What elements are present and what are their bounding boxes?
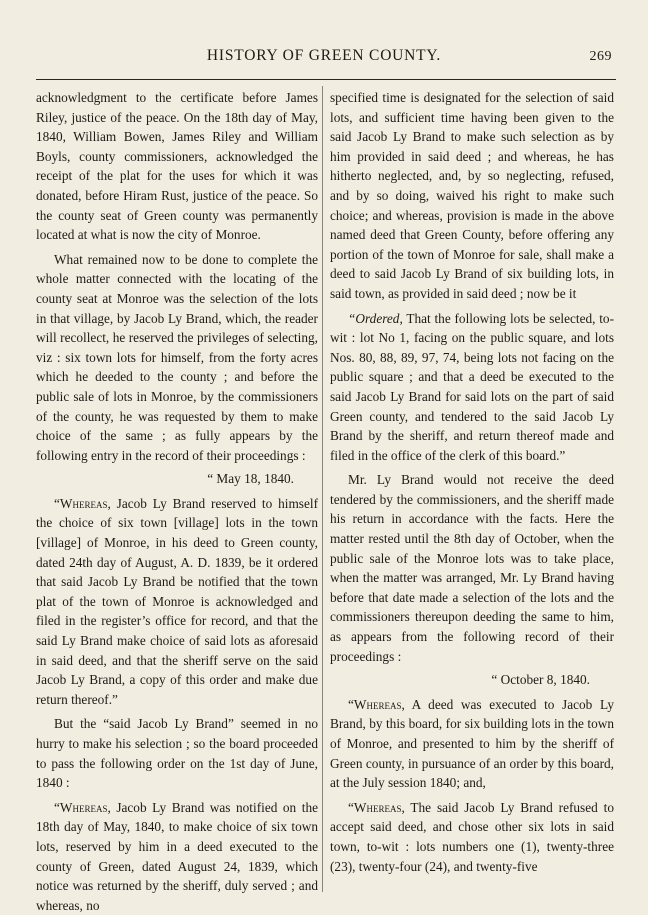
paragraph [330,309,614,466]
paragraph-text: Jacob Ly Brand reserved to himself the choice of six town [village] lots in the town [village] of Monroe, in his deed to Green county, dated 24th day of August, A. D. 1839, be it ordered that said Jacob Ly Brand be notified that the town plat of the town of Monroe is acknowledged and filed in the register’s office for record, and that the said Ly Brand make choice of said lots as aforesaid in said deed, and that the sheriff serve on the said Jacob Ly Brand, a copy of this order and make due return thereof.” [36,495,318,707]
paragraph [330,695,614,793]
left-column [36,88,318,915]
small-caps-lead: “Whereas, [54,799,111,815]
column-divider [322,86,323,892]
italic-lead: “Ordered, [348,310,403,326]
small-caps-lead: “Whereas, [54,495,111,511]
paragraph: acknowledgment to the certificate before James Riley, justice of the peace. On the 18th day of May, 1840, William Bowen, James Riley and William Boyls, county commissioners, acknowledged the receipt of the plat for the uses for which it was donated, before Hiram Rust, justice of the peace. So the county seat of Green county was permanently located at what is now the city of Monroe. [36,90,318,243]
paragraph-text: The said Jacob Ly Brand refused to accept said deed, and chose other six lots in said town, to-wit : lots numbers one (1), twenty-three (23), twenty-four (24), and twenty-five [330,799,614,874]
paragraph: Mr. Ly Brand would not receive the deed tendered by the commissioners, and the sheriff made his return in accordance with the facts. Here the matter rested until the 8th day of October, when the public sale of the Monroe lots was to take place, when the matter was arranged, Mr. Ly Brand having before that date made a selection of the lots and the commissioners thereupon deeding the same to him, as appears from the following record of their proceedings : [330,472,614,664]
date-line: “ October 8, 1840. [491,672,590,688]
running-title: HISTORY OF GREEN COUNTY. [206,47,442,64]
page-header [36,44,612,70]
date-line: “ May 18, 1840. [207,471,294,487]
paragraph [330,798,614,876]
paragraph: What remained now to be done to complete the whole matter connected with the locating of the county seat at Monroe was the selection of the lots in that village, by Jacob Ly Brand, which, the reader will recollect, he reserved the privileges of selecting, viz : six town lots for himself, from the forty acres which he deeded to the county ; and before the public sale of lots in Monroe, by the commissioners of the county, he was requested by them to make choice of the same ; as fully appears by the following entry in the record of their proceedings : [36,251,318,463]
right-column [330,88,614,876]
paragraph: specified time is designated for the selection of said lots, and sufficient time having been given to the said Jacob Ly Brand to make such selection as by him provided in said deed ; and whereas, he has hitherto neglected, and, by so neglecting, refused, and by so doing, waived his right to make such choice; and whereas, provision is made in the above named deed that Green County, before offering any portion of the town of Monroe for sale, shall make a deed to said Jacob Ly Brand of six building lots, in said town, as provided in said deed ; now be it [330,90,614,301]
header-rule [36,79,616,80]
paragraph [36,798,318,915]
paragraph-text: That the following lots be selected, to-wit : lot No 1, facing on the public square, and lots Nos. 80, 88, 89, 97, 74, being lots not facing on the public square ; and that a deed be executed to the said Jacob Ly Brand for said lots on the part of said Green county, and tendered to the said Jacob Ly Brand by the sheriff, and return thereof made and filed in the office of the clerk of this board.” [330,310,614,463]
page-number: 269 [589,49,612,64]
paragraph [36,494,318,710]
paragraph-text: A deed was executed to Jacob Ly Brand, by this board, for six building lots in the town of Monroe, and presented to him by the sheriff of Green county, in pursuance of an order by this board, at the July session 1840; and, [330,696,614,791]
small-caps-lead: “Whereas, [348,799,405,815]
paragraph-text: Jacob Ly Brand was notified on the 18th day of May, 1840, to make choice of six town lots, reserved by him in a deed executed to the county of Green, dated August 24, 1839, which notice was returned by the sheriff, duly served ; and whereas, no [36,799,318,913]
small-caps-lead: “Whereas, [348,696,405,712]
paragraph: But the “said Jacob Ly Brand” seemed in no hurry to make his selection ; so the board proceeded to pass the following order on the 1st day of June, 1840 : [36,716,318,791]
